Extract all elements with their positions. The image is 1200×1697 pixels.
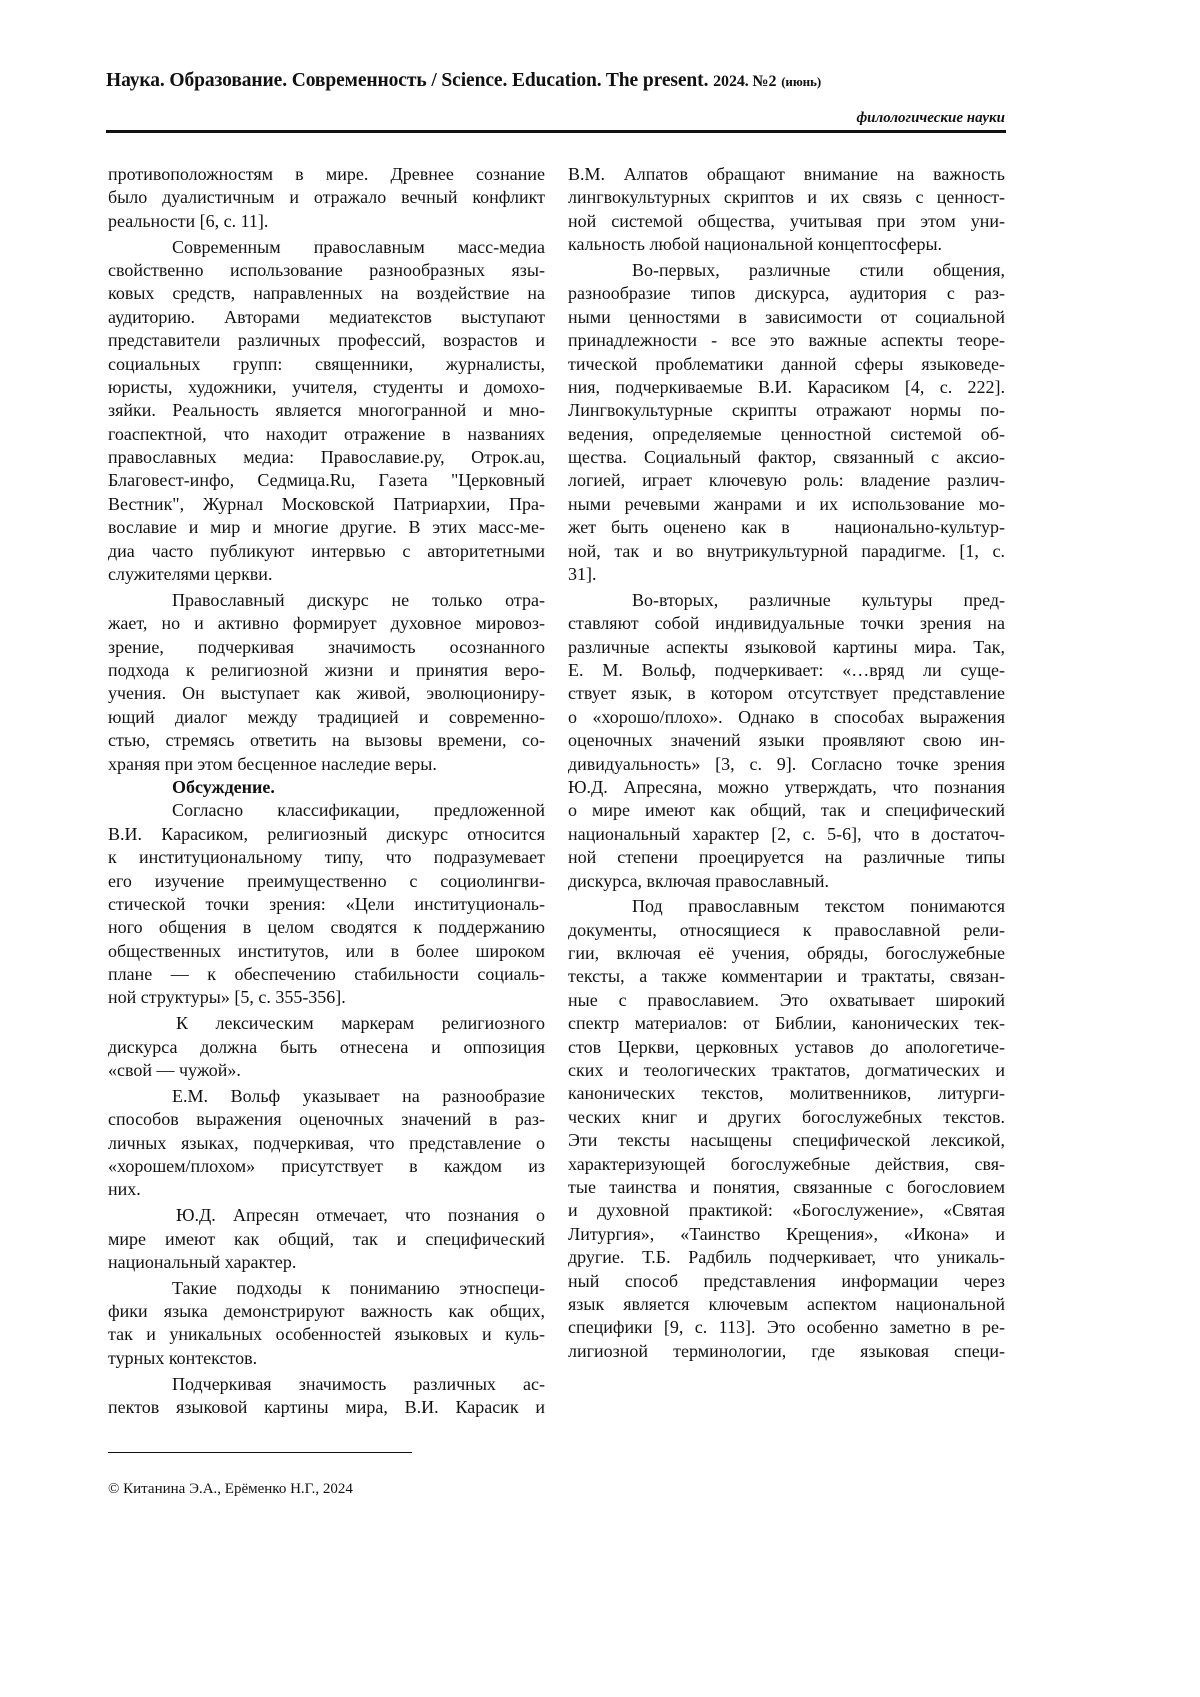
text-line: ного общения в целом сводятся к поддержанию	[108, 916, 545, 939]
text-line: ставляют собой индивидуальные точки зрения на	[568, 612, 1005, 635]
text-line: В.М. Алпатов обращают внимание на важность	[568, 163, 1005, 186]
text-line: Во-первых, различные стили общения,	[568, 259, 1005, 282]
text-line: представители различных профессий, возрастов и	[108, 329, 545, 352]
paragraph	[108, 1204, 545, 1274]
text-line: ными речевыми жанрами и их использование мо-	[568, 493, 1005, 516]
paragraph	[568, 163, 1005, 257]
text-line: ной системой общества, учитывая при этом уни-	[568, 210, 1005, 233]
text-line: язык является ключевым аспектом национальной	[568, 1293, 1005, 1316]
text-line: тической проблематики данной сферы языковеде-	[568, 353, 1005, 376]
journal-month: (июнь)	[781, 74, 821, 89]
text-line: Современным православным масс-медиа	[108, 236, 545, 259]
text-line: и духовной практикой: «Богослужение», «Святая	[568, 1199, 1005, 1222]
text-line: о «хорошо/плохо». Однако в способах выражения	[568, 706, 1005, 729]
text-line: характеризующей богослужебные действия, свя-	[568, 1153, 1005, 1176]
text-line: «свой — чужой».	[108, 1059, 545, 1082]
text-line: к институциональному типу, что подразумевает	[108, 846, 545, 869]
text-line: принадлежности - все это важные аспекты теоре-	[568, 329, 1005, 352]
text-line: дивидуальность» [3, с. 9]. Согласно точке зрения	[568, 753, 1005, 776]
text-line: тые таинства и понятия, связанные с богословием	[568, 1176, 1005, 1199]
text-line: ческих книг и других богослужебных текстов.	[568, 1106, 1005, 1129]
text-line: ния, подчеркиваемые В.И. Карасиком [4, с. 222].	[568, 376, 1005, 399]
text-line: В.И. Карасиком, религиозный дискурс относится	[108, 823, 545, 846]
text-line: Е. М. Вольф, подчеркивает: «…вряд ли суще-	[568, 659, 1005, 682]
text-line: Лингвокультурные скрипты отражают нормы по-	[568, 399, 1005, 422]
text-line: жает, но и активно формирует духовное мировоз-	[108, 612, 545, 635]
text-line: социальных групп: священники, журналисты,	[108, 353, 545, 376]
text-line: документы, относящиеся к православной рели-	[568, 919, 1005, 942]
text-line: ными ценностями в зависимости от социальной	[568, 306, 1005, 329]
text-line: зрение, подчеркивая значимость осознанного	[108, 636, 545, 659]
text-line: ной, так и во внутрикультурной парадигме. [1, с.	[568, 540, 1005, 563]
text-line: зяйки. Реальность является многогранной и мно-	[108, 399, 545, 422]
text-line: противоположностям в мире. Древнее сознание	[108, 163, 545, 186]
text-line: ковых средств, направленных на воздействие на	[108, 282, 545, 305]
text-line: плане — к обеспечению стабильности социаль-	[108, 963, 545, 986]
text-line: оценочных значений языки проявляют свою ин-	[568, 729, 1005, 752]
text-line: турных контекстов.	[108, 1347, 545, 1370]
text-line: разнообразие типов дискурса, аудитория с раз-	[568, 282, 1005, 305]
copyright: © Китанина Э.А., Ерёменко Н.Г., 2024	[108, 1481, 353, 1498]
text-line: мире имеют как общий, так и специфический	[108, 1228, 545, 1251]
text-line: жет быть оценено как в национально-культур-	[568, 516, 1005, 539]
text-line: ющий диалог между традицией и современно-	[108, 706, 545, 729]
text-line: стью, стремясь ответить на вызовы времени, со-	[108, 729, 545, 752]
text-line: подхода к религиозной жизни и принятия веро-	[108, 659, 545, 682]
text-line: его изучение преимущественно с социолингви-	[108, 870, 545, 893]
journal-header	[106, 70, 821, 92]
text-line: ствует язык, в котором отсутствует представление	[568, 682, 1005, 705]
text-line: специфики [9, с. 113]. Это особенно заметно в ре-	[568, 1316, 1005, 1339]
text-line: дискурса должна быть отнесена и оппозиция	[108, 1036, 545, 1059]
text-line: православных медиа: Православие.ру, Отрок.au,	[108, 446, 545, 469]
paragraph	[568, 895, 1005, 1363]
paragraph	[568, 259, 1005, 586]
text-line: личных языках, подчеркивая, что представление о	[108, 1132, 545, 1155]
right-column	[568, 163, 1005, 1363]
text-line: ные с православием. Это охватывает широкий	[568, 989, 1005, 1012]
text-line: дискурса, включая православный.	[568, 870, 1005, 893]
text-line: стов Церкви, церковных уставов до апологетиче-	[568, 1036, 1005, 1059]
text-line: национальный характер [2, с. 5-6], что в достаточ-	[568, 823, 1005, 846]
text-line: учения. Он выступает как живой, эволюциониру-	[108, 682, 545, 705]
text-line: них.	[108, 1178, 545, 1201]
text-line: стической точки зрения: «Цели институциональ-	[108, 893, 545, 916]
text-line: ских и теологических трактатов, догматических и	[568, 1059, 1005, 1082]
paragraph	[108, 1373, 545, 1420]
paragraph	[108, 1277, 545, 1371]
text-line: ный способ представления информации через	[568, 1270, 1005, 1293]
text-line: реальности [6, с. 11].	[108, 210, 545, 233]
text-line: национальный характер.	[108, 1251, 545, 1274]
text-line: общественных институтов, или в более широком	[108, 940, 545, 963]
text-line: Эти тексты насыщены специфической лексикой,	[568, 1129, 1005, 1152]
text-line: Ю.Д. Апресяна, можно утверждать, что познания	[568, 776, 1005, 799]
text-line: Литургия», «Таинство Крещения», «Икона» и	[568, 1223, 1005, 1246]
text-line: фики языка демонстрируют важность как общих,	[108, 1300, 545, 1323]
text-line: служителями церкви.	[108, 563, 545, 586]
paragraph	[108, 163, 545, 233]
text-line: Благовест-инфо, Седмица.Ru, Газета "Церковный	[108, 469, 545, 492]
paragraph	[108, 236, 545, 587]
text-line: пектов языковой картины мира, В.И. Карасик и	[108, 1396, 545, 1419]
text-line: юристы, художники, учителя, студенты и домохо-	[108, 376, 545, 399]
text-line: вославие и мир и многие другие. В этих масс-ме-	[108, 516, 545, 539]
text-line: различные аспекты языковой картины мира. Так,	[568, 636, 1005, 659]
text-line: Е.М. Вольф указывает на разнообразие	[108, 1085, 545, 1108]
text-line: Во-вторых, различные культуры пред-	[568, 589, 1005, 612]
text-line: щества. Социальный фактор, связанный с аксио-	[568, 446, 1005, 469]
text-line: ведения, определяемые ценностной системой об-	[568, 423, 1005, 446]
text-line: диа часто публикуют интервью с авторитетными	[108, 540, 545, 563]
text-line: лигиозной терминологии, где языковая специ-	[568, 1340, 1005, 1363]
text-line: логией, играет ключевую роль: владение различ-	[568, 469, 1005, 492]
section-heading	[108, 776, 545, 799]
paragraph	[108, 799, 545, 1010]
text-line: аудиторию. Авторами медиатекстов выступают	[108, 306, 545, 329]
text-line: другие. Т.Б. Радбиль подчеркивает, что уникаль-	[568, 1246, 1005, 1269]
header-divider	[106, 130, 1006, 133]
paragraph	[568, 589, 1005, 893]
text-line: гоаспектной, что находит отражение в названиях	[108, 423, 545, 446]
text-line: Подчеркивая значимость различных ас-	[108, 1373, 545, 1396]
text-line: кальность любой национальной концептосферы.	[568, 233, 1005, 256]
text-line: Согласно классификации, предложенной	[108, 799, 545, 822]
text-line: К лексическим маркерам религиозного	[108, 1012, 545, 1035]
text-line: Ю.Д. Апресян отмечает, что познания о	[108, 1204, 545, 1227]
text-line: ной структуры» [5, с. 355-356].	[108, 986, 545, 1009]
text-line: о мире имеют как общий, так и специфический	[568, 799, 1005, 822]
text-line: 31].	[568, 563, 1005, 586]
text-line: «хорошем/плохом» присутствует в каждом из	[108, 1155, 545, 1178]
text-line: было дуалистичным и отражало вечный конфликт	[108, 186, 545, 209]
text-line: тексты, а также комментарии и трактаты, связан-	[568, 965, 1005, 988]
text-line: гии, включая её учения, обряды, богослужебные	[568, 942, 1005, 965]
paragraph	[108, 589, 545, 776]
journal-issue: 2024. №2	[713, 73, 776, 90]
left-column	[108, 163, 545, 1419]
text-line: свойственно использование разнообразных язы-	[108, 259, 545, 282]
text-line: так и уникальных особенностей языковых и куль-	[108, 1323, 545, 1346]
section-label: филологические науки	[856, 110, 1005, 127]
text-line: лингвокультурных скриптов и их связь с ценност-	[568, 186, 1005, 209]
text-line: храняя при этом бесценное наследие веры.	[108, 753, 545, 776]
text-line: Вестник", Журнал Московской Патриархии, Пра-	[108, 493, 545, 516]
text-line: Обсуждение.	[108, 776, 545, 799]
text-line: Под православным текстом понимаются	[568, 895, 1005, 918]
paragraph	[108, 1085, 545, 1202]
footnote-divider	[108, 1452, 412, 1453]
paragraph	[108, 1012, 545, 1082]
text-line: спектр материалов: от Библии, канонических тек-	[568, 1012, 1005, 1035]
text-line: ной степени проецируется на различные типы	[568, 846, 1005, 869]
text-line: Православный дискурс не только отра-	[108, 589, 545, 612]
text-line: Такие подходы к пониманию этноспеци-	[108, 1277, 545, 1300]
journal-title: Наука. Образование. Современность / Science. Education. The present.	[106, 70, 708, 91]
text-line: канонических текстов, молитвенников, литурги-	[568, 1082, 1005, 1105]
text-line: способов выражения оценочных значений в раз-	[108, 1108, 545, 1131]
